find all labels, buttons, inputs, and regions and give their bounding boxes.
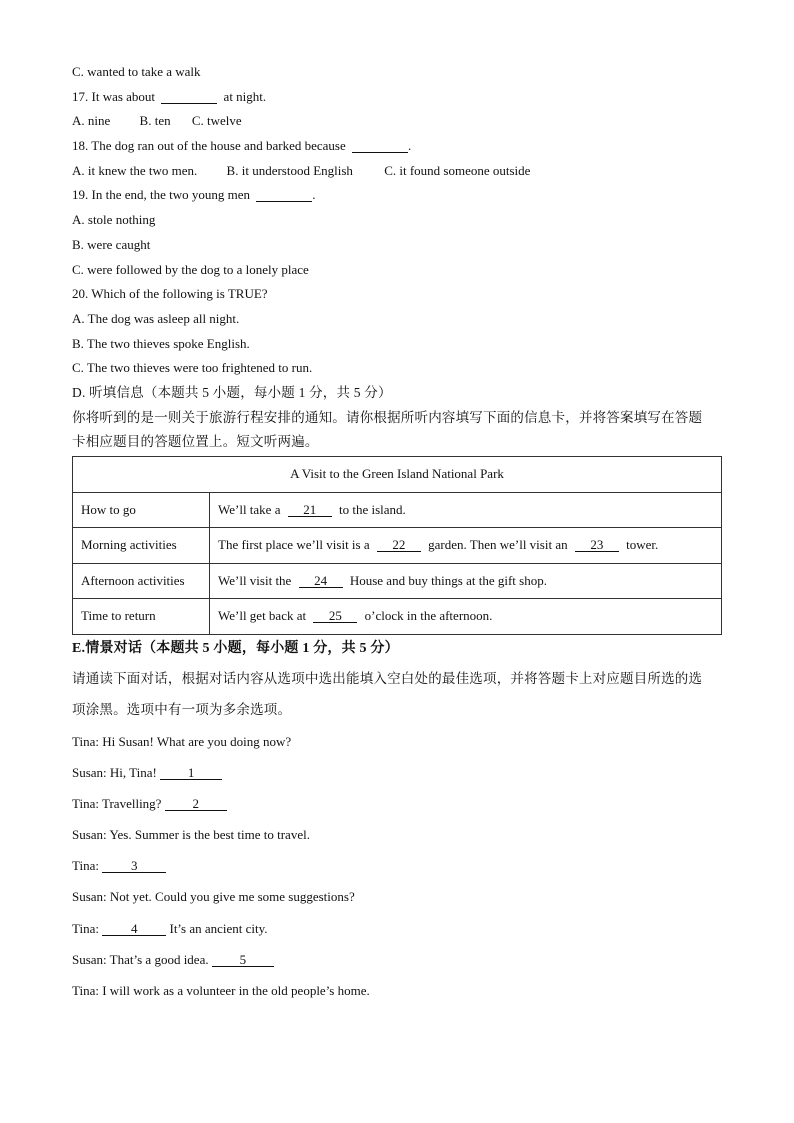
section-d-instruction-1: 你将听到的是一则关于旅游行程安排的通知。请你根据所听内容填写下面的信息卡，并将答案填写在答题 [72,409,703,425]
section-d-instruction-2: 卡相应题目的答题位置上。短文听两遍。 [72,434,319,450]
exam-page [72,60,722,1006]
dialogue-text: Tina: Travelling? [72,795,165,811]
dialogue-text: Susan: Hi, Tina! [72,764,161,780]
table-row [73,528,722,564]
dialogue-text: Tina: I will work as a volunteer in the old people’s home. [72,983,370,998]
dialogue-text: Tina: [72,858,103,874]
dialogue-blank-3[interactable]: 3 [102,859,166,873]
section-d-heading: D. 听填信息（本题共 5 小题，每小题 1 分，共 5 分） [72,384,392,400]
row-text: House and buy things at the gift shop. [346,572,547,588]
row-content [210,492,722,528]
dialogue-line [72,726,722,757]
q20-option-c[interactable]: C. The two thieves were too frightened to run. [72,360,313,376]
q18-stem-after: . [408,138,412,154]
q17-option-a[interactable]: A. nine [72,113,111,129]
row-text: The first place we’ll visit is a [218,537,373,553]
dialogue-text: Susan: Not yet. Could you give me some suggestions? [72,889,355,905]
row-text: o’clock in the afternoon. [361,608,493,624]
row-content [210,599,722,635]
q20-option-a[interactable]: A. The dog was asleep all night. [72,310,240,326]
dialogue-text: Susan: That’s a good idea. [72,951,212,967]
dialogue-line [72,913,722,944]
row-label: Time to return [73,599,210,635]
section-e-instruction-1: 请通读下面对话，根据对话内容从选项中选出能填入空白处的最佳选项，并将答题卡上对应题目所选的选 [72,670,703,686]
info-card-title: A Visit to the Green Island National Park [73,457,722,493]
row-text: We’ll visit the [218,572,295,588]
dialogue-line [72,881,722,912]
q18-options [72,159,722,184]
dialogue-line [72,944,722,975]
q18-option-b[interactable]: B. it understood English [226,162,353,178]
q17-option-c[interactable]: C. twelve [191,113,242,129]
dialogue-blank-1[interactable]: 1 [160,766,222,780]
q17-stem-text: 17. It was about [72,88,156,104]
blank-25[interactable]: 25 [313,609,357,623]
q20-option-b[interactable]: B. The two thieves spoke English. [72,335,250,351]
q17-options [72,109,722,134]
dialogue-line [72,975,722,1006]
dialogue-line [72,819,722,850]
table-row [73,492,722,528]
row-text: We’ll take a [218,501,284,517]
q17-option-b[interactable]: B. ten [139,113,171,129]
row-content [210,528,722,564]
row-label: Afternoon activities [73,563,210,599]
dialogue-text: Tina: Hi Susan! What are you doing now? [72,733,292,749]
q19-option-a[interactable]: A. stole nothing [72,212,156,228]
q17-answer-blank[interactable] [161,90,217,104]
q19-stem [72,183,722,208]
blank-24[interactable]: 24 [299,574,343,588]
dialogue-text: It’s an ancient city. [166,920,268,936]
row-label: Morning activities [73,528,210,564]
q20-stem: 20. Which of the following is TRUE? [72,286,268,302]
dialogue-line [72,757,722,788]
dialogue-line [72,788,722,819]
blank-21[interactable]: 21 [288,503,332,517]
table-row [73,563,722,599]
row-content [210,563,722,599]
row-text: We’ll get back at [218,608,310,624]
q19-answer-blank[interactable] [256,188,312,202]
q19-option-b[interactable]: B. were caught [72,236,151,252]
row-text: garden. Then we’ll visit an [424,537,571,553]
q16-option-c: C. wanted to take a walk [72,64,201,79]
dialogue-line [72,850,722,881]
q17-stem [72,85,722,110]
info-card-table [72,456,722,635]
dialogue-blank-4[interactable]: 4 [102,922,166,936]
section-e-instruction-2: 项涂黑。选项中有一项为多余选项。 [72,702,292,717]
q18-answer-blank[interactable] [352,139,408,153]
dialogue-blank-2[interactable]: 2 [165,797,227,811]
blank-22[interactable]: 22 [377,538,421,552]
dialogue-blank-5[interactable]: 5 [212,953,274,967]
q18-stem-text: 18. The dog ran out of the house and barked because [72,138,346,154]
row-text: to the island. [335,501,406,517]
q18-stem [72,134,722,159]
q19-stem-text: 19. In the end, the two young men [72,187,250,203]
dialogue-text: Tina: [72,920,103,936]
section-e-heading: E.情景对话（本题共 5 小题，每小题 1 分，共 5 分） [72,640,399,656]
row-label: How to go [73,492,210,528]
dialogue-text: Susan: Yes. Summer is the best time to travel. [72,827,310,843]
table-row [73,599,722,635]
q18-option-c[interactable]: C. it found someone outside [384,162,531,178]
q19-option-c[interactable]: C. were followed by the dog to a lonely place [72,261,309,277]
q17-stem-after: at night. [223,88,267,104]
row-text: tower. [622,537,659,553]
q18-option-a[interactable]: A. it knew the two men. [72,162,198,178]
blank-23[interactable]: 23 [575,538,619,552]
q19-stem-after: . [312,187,316,203]
